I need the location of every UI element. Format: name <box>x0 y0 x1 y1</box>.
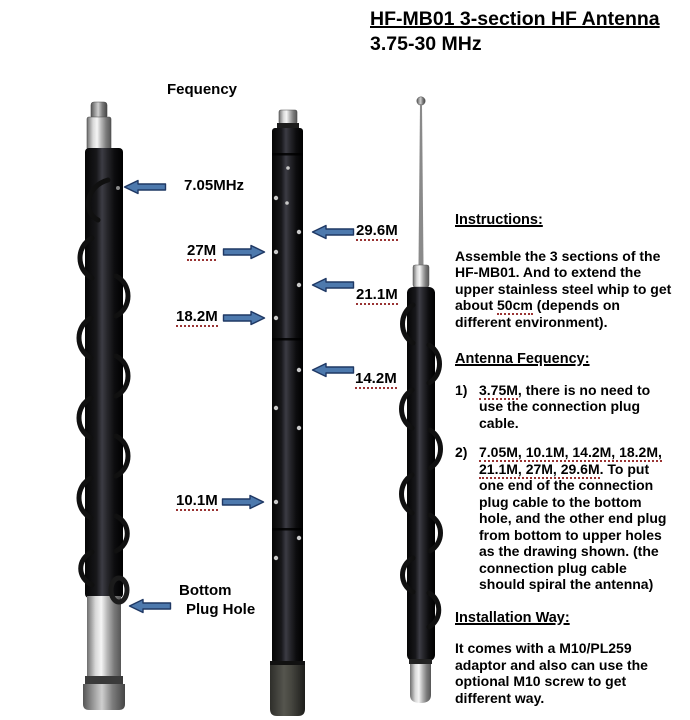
item1-text <box>479 382 676 432</box>
arrow-21-1m <box>311 277 355 293</box>
arrow-14-2m <box>311 362 355 378</box>
installation-heading: Installation Way: <box>455 609 570 626</box>
antenna2-seam <box>272 338 303 341</box>
callout-10-1m <box>176 493 218 509</box>
item2-marker: 2) <box>455 444 468 460</box>
arrow-29-6m <box>311 224 355 240</box>
antenna1-base <box>83 684 125 710</box>
arrow-18-2m <box>222 310 266 326</box>
antenna3-whip-connector <box>413 265 429 287</box>
antenna-section2-image <box>255 108 315 718</box>
instructions-text-1: Assemble the 3 sections of the HF-MB01. And to extend the upper stainless steel whip to get about <box>455 247 672 313</box>
antenna1-upper-plug-hole <box>116 186 120 190</box>
antenna3-whip <box>419 104 424 265</box>
arrow-10-1m <box>221 494 265 510</box>
antenna3-whip-ball-tip <box>417 97 425 105</box>
callout-27m-text: 27M <box>187 242 217 259</box>
arrow-bottom-plug-hole <box>128 598 172 614</box>
antenna1-base-ring <box>85 676 123 684</box>
antenna2-seam <box>272 528 303 531</box>
antenna-assembled-image <box>395 93 445 715</box>
antenna3-base-ring <box>409 659 432 664</box>
callout-10-1m-text: 10.1M <box>176 492 218 509</box>
callout-bottom-plug-hole <box>179 581 255 619</box>
frequency-item-1 <box>455 382 676 432</box>
page-title: HF-MB01 3-section HF Antenna <box>370 8 660 30</box>
frequency-item-2 <box>455 444 676 593</box>
callout-29-6m-text: 29.6M <box>356 222 398 239</box>
page-subtitle: 3.75-30 MHz <box>370 33 482 55</box>
instructions-text-2: (depends on different environment). <box>455 297 620 330</box>
item2-text <box>479 444 676 593</box>
callout-21-1m-text: 21.1M <box>356 286 398 303</box>
callout-21-1m <box>356 287 398 303</box>
arrow-27m <box>222 244 266 260</box>
instructions-paragraph <box>455 248 676 331</box>
installation-paragraph: It comes with a M10/PL259 adaptor and also can use the optional M10 screw to get different way. <box>455 640 648 706</box>
arrow-7-05mhz <box>123 179 167 195</box>
antenna3-chrome-tip <box>410 664 431 703</box>
antenna-frequency-heading: Antenna Fequency: <box>455 351 590 367</box>
text-column <box>455 212 676 706</box>
antenna2-seam <box>272 153 303 156</box>
callout-18-2m-text: 18.2M <box>176 308 218 325</box>
antenna2-base-ring <box>270 661 305 665</box>
antenna2-top-cap <box>279 110 297 124</box>
instructions-text-50cm: 50cm <box>497 297 533 313</box>
item1-marker: 1) <box>455 381 468 398</box>
antenna1-chrome-tube <box>87 596 121 678</box>
callout-7-05mhz: 7.05MHz <box>184 177 245 194</box>
item2-frequency-list: 7.05M, 10.1M, 14.2M, 18.2M, 21.1M, 27M, 29.6M <box>479 444 662 477</box>
antenna2-base <box>270 665 305 716</box>
callout-bottom-line1: Bottom <box>179 582 232 599</box>
instructions-heading: Instructions: <box>455 212 543 228</box>
callout-14-2m <box>355 371 397 387</box>
callout-bottom-line2: Plug Hole <box>186 601 256 618</box>
callout-18-2m <box>176 309 218 325</box>
antenna1-top-stud <box>91 102 107 119</box>
item1-3-75m: 3.75M <box>479 381 518 398</box>
item2-rest: . To put one end of the connection plug cable to the bottom hole, and the other end plug from bottom to upper holes as the drawing shown. (the connection plug cable should spiral the antenna) <box>479 460 667 592</box>
title-block <box>370 7 682 57</box>
callout-29-6m <box>356 223 398 239</box>
antenna2-body <box>272 128 303 663</box>
callout-14-2m-text: 14.2M <box>355 370 397 387</box>
item1-rest: , there is no need to use the connection plug cable. <box>479 381 651 431</box>
frequency-column-heading: Fequency <box>167 81 238 98</box>
antenna1-top-collar <box>87 117 111 150</box>
callout-27m <box>187 243 216 259</box>
